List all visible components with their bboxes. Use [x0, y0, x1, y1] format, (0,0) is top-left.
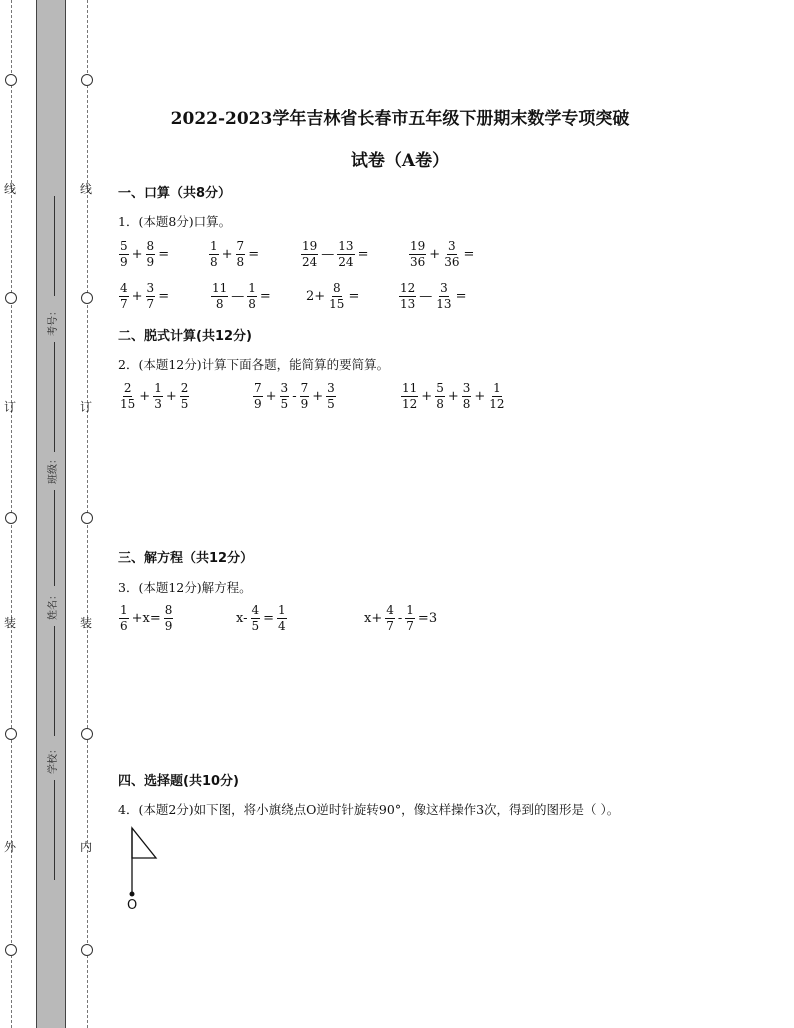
- expression: 1 8 + $\frac{7}{8}$ =: [210, 239, 260, 269]
- fraction: 19 36: [410, 239, 426, 269]
- binding-hole: [81, 944, 93, 956]
- page-title: 2022-2023学年吉林省长春市五年级下册期末数学专项突破: [170, 109, 630, 129]
- binding-hole: [5, 74, 17, 86]
- fraction: 7 9: [300, 381, 309, 411]
- question-text: 1．(本题8分)口算。: [118, 214, 232, 229]
- field-line: [54, 626, 55, 736]
- field-line: [54, 490, 55, 586]
- section-heading: 一、口算（共8分）: [118, 186, 232, 201]
- fraction: $\frac{4}{7}$: [386, 603, 394, 633]
- field-line: [54, 780, 55, 880]
- fraction: $\frac{1}{8}$: [248, 281, 256, 311]
- fraction: $\frac{3}{5}$: [327, 381, 335, 411]
- binding-hole: [5, 292, 17, 304]
- fraction: $\frac{3}{36}$: [444, 239, 460, 269]
- fraction: $\frac{1}{4}$: [278, 603, 286, 633]
- binding-hole: [81, 292, 93, 304]
- field-line: [54, 196, 55, 296]
- fraction: 1 8: [210, 239, 218, 269]
- margin-char: 订: [80, 400, 93, 414]
- expression: 12 13 — $\frac{3}{13}$ =: [400, 281, 467, 311]
- fraction: $\frac{1}{3}$: [154, 381, 162, 411]
- equation: x+ $\frac{4}{7}$ - $\frac{1}{7}$ =3: [364, 603, 438, 633]
- fraction: $\frac{7}{8}$: [236, 239, 245, 269]
- fraction: 11 8: [212, 281, 228, 311]
- fraction: $\frac{2}{5}$: [180, 381, 189, 411]
- fraction: $\frac{8}{9}$: [146, 239, 155, 269]
- fraction: $\frac{8}{15}$: [329, 281, 345, 311]
- binding-hole: [5, 728, 17, 740]
- fraction: $\frac{5}{8}$: [436, 381, 444, 411]
- question-text: 4．(本题2分)如下图，将小旗绕点O逆时针旋转90°，像这样操作3次，得到的图形是（ ）。: [118, 802, 620, 817]
- fraction: 1 6: [120, 603, 128, 633]
- expression: 7 9 + $\frac{3}{5}$ - 7 9 + $\frac{3}{5}$: [254, 381, 335, 411]
- margin-char: 装: [4, 616, 17, 630]
- name-label: 姓名：: [48, 590, 59, 620]
- expression: 5 9 + $\frac{8}{9}$ =: [120, 239, 170, 269]
- margin-char: 装: [80, 616, 93, 630]
- expression: 19 36 + $\frac{3}{36}$ =: [410, 239, 475, 269]
- expression: 2+ $\frac{8}{15}$ =: [306, 281, 360, 311]
- flag-triangle: [132, 828, 156, 858]
- fraction: $\frac{3}{7}$: [146, 281, 155, 311]
- fraction: $\frac{3}{13}$: [436, 281, 452, 311]
- expression: 11 12 + $\frac{5}{8}$ + $\frac{3}{8}$ + $\frac{1}{12}$: [402, 381, 505, 411]
- question-text: 3．(本题12分)解方程。: [118, 580, 252, 595]
- point-label: O: [127, 898, 138, 913]
- binding-hole: [5, 512, 17, 524]
- field-line: [54, 342, 55, 452]
- fraction: $\frac{8}{9}$: [164, 603, 173, 633]
- expression: 19 24 — $\frac{13}{24}$ =: [302, 239, 369, 269]
- student-id-label: 考号：: [48, 306, 59, 336]
- fraction: $\frac{3}{8}$: [462, 381, 471, 411]
- margin-char: 内: [80, 840, 93, 854]
- school-label: 学校：: [48, 744, 59, 774]
- fraction: 12 13: [400, 281, 416, 311]
- fraction: 7 9: [254, 381, 262, 411]
- margin-char: 线: [4, 182, 17, 196]
- fraction: 5 9: [120, 239, 128, 269]
- fraction: $\frac{4}{5}$: [251, 603, 260, 633]
- fraction: 4 7: [120, 281, 128, 311]
- rotation-point: [130, 892, 135, 897]
- page-subtitle: 试卷（A卷）: [350, 151, 450, 171]
- question-text: 2．(本题12分)计算下面各题，能简算的要简算。: [118, 357, 390, 372]
- margin-char: 订: [4, 400, 17, 414]
- binding-hole: [81, 74, 93, 86]
- equation: 1 6 +x= $\frac{8}{9}$: [120, 603, 173, 633]
- binding-bar: [36, 0, 66, 1028]
- fraction: $\frac{1}{12}$: [489, 381, 505, 411]
- section-heading: 二、脱式计算(共12分): [118, 329, 252, 344]
- margin-char: 外: [4, 840, 17, 854]
- equation: x- $\frac{4}{5}$ = $\frac{1}{4}$: [236, 603, 286, 633]
- margin-char: 线: [80, 182, 93, 196]
- expression: 2 15 + $\frac{1}{3}$ + $\frac{2}{5}$: [120, 381, 189, 411]
- expression: 4 7 + $\frac{3}{7}$ =: [120, 281, 170, 311]
- section-heading: 四、选择题(共10分): [118, 774, 239, 789]
- fraction: 11 12: [402, 381, 418, 411]
- fraction: $\frac{1}{7}$: [406, 603, 414, 633]
- binding-hole: [5, 944, 17, 956]
- section-heading: 三、解方程（共12分）: [118, 551, 254, 566]
- class-label: 班级：: [48, 454, 59, 484]
- fraction: 2 15: [120, 381, 136, 411]
- binding-hole: [81, 512, 93, 524]
- fraction: $\frac{3}{5}$: [280, 381, 289, 411]
- fraction: 19 24: [302, 239, 318, 269]
- expression: 11 8 — $\frac{1}{8}$ =: [212, 281, 271, 311]
- binding-hole: [81, 728, 93, 740]
- fraction: $\frac{13}{24}$: [338, 239, 354, 269]
